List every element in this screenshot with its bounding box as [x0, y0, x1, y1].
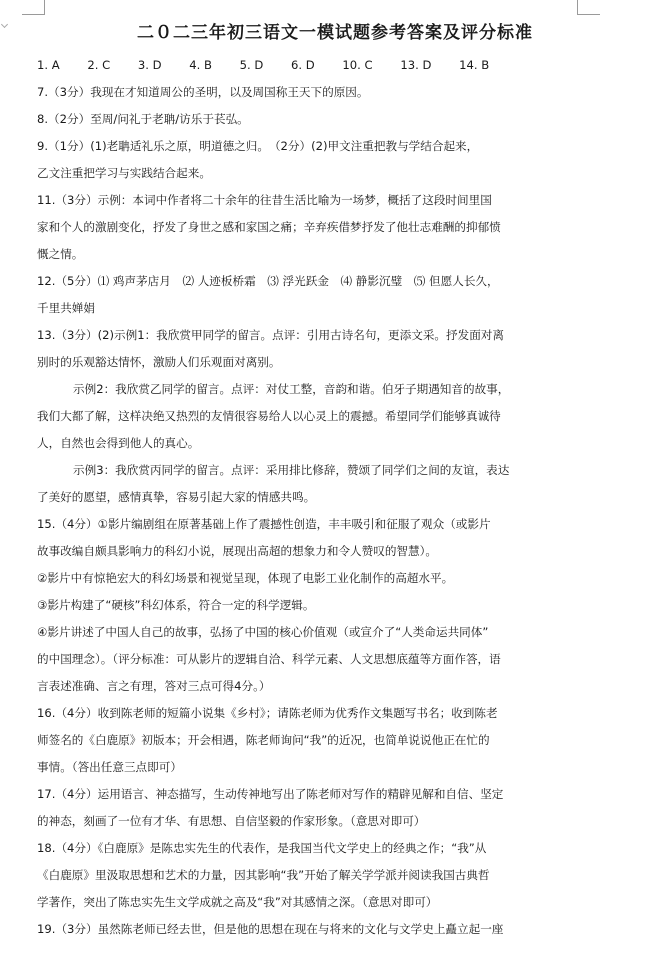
answer-line: 8.（2分）至周/问礼于老聃/访乐于苌弘。	[37, 112, 249, 126]
mcq-answer: 14. B	[459, 58, 490, 72]
mcq-answer: 2. C	[87, 58, 111, 72]
page-corner-mark	[22, 0, 45, 15]
mcq-answer: 5. D	[239, 58, 264, 72]
answer-line: ②影片中有惊艳宏大的科幻场景和视觉呈现，体现了电影工业化制作的高超水平。	[37, 571, 454, 585]
answer-line: 我们大都了解，这样决绝又热烈的友情很容易给人以心灵上的震撼。希望同学们能够真诚待	[37, 409, 501, 423]
answer-line: 19.（3分）虽然陈老师已经去世，但是他的思想在现在与将来的文化与文学史上矗立起一座	[37, 922, 504, 936]
answer-line: 15.（4分）①影片编剧组在原著基础上作了震撼性创造，丰丰吸引和征服了观众（或影片	[37, 517, 491, 531]
answer-line: 9.（1分）(1)老聃适礼乐之原，明道德之归。 （2分）(2)甲文注重把教与学结合起来，	[37, 139, 479, 153]
page-corner-mark	[577, 0, 600, 15]
mcq-answer: 3. D	[137, 58, 162, 72]
answer-line: 别时的乐观豁达情怀，激励人们乐观面对离别。	[37, 355, 281, 369]
answer-line: 师签名的《白鹿原》初版本；开会相遇，陈老师询问“我”的近况，也简单说说他正在忙的	[37, 733, 490, 747]
mcq-answer: 13. D	[400, 58, 432, 72]
answer-line: 的神态，刻画了一位有才华、有思想、自信坚毅的作家形象。（意思对即可）	[37, 814, 426, 828]
answer-line: 示例3：我欣赏丙同学的留言。点评：采用排比修辞，赞颂了同学们之间的友谊，表达	[73, 463, 510, 477]
answer-line: 言表述准确、言之有理，答对三点可得4分。）	[37, 679, 271, 693]
answer-line: 11.（3分）示例：本词中作者将二十余年的往昔生活比喻为一场梦，概括了这段时间里国	[37, 193, 492, 207]
answer-body	[37, 52, 639, 943]
mcq-answer: 6. D	[291, 58, 315, 72]
answer-line: 12.（5分）⑴ 鸡声茅店月 ⑵ 人迹板桥霜 ⑶ 浮光跃金 ⑷ 静影沉璧 ⑸ 但愿人长久，	[37, 274, 499, 288]
mcq-answer: 10. C	[342, 58, 373, 72]
answer-line: 的中国理念）。（评分标准：可从影片的逻辑自洽、科学元素、人文思想底蕴等方面作答，语	[37, 652, 501, 666]
answer-line: 慨之情。	[37, 247, 84, 261]
answer-line: 学著作，突出了陈忠实先生文学成就之高及“我”对其感情之深。（意思对即可）	[37, 895, 438, 909]
answer-line: 人，自然也会得到他人的真心。	[37, 436, 200, 450]
answer-line: ④影片讲述了中国人自己的故事，弘扬了中国的核心价值观（或宣介了“人类命运共同体”	[37, 625, 489, 639]
answer-line: 7.（3分）我现在才知道周公的圣明，以及周国称王天下的原因。	[37, 85, 369, 99]
answer-line: ③影片构建了“硬核”科幻体系，符合一定的科学逻辑。	[37, 598, 315, 612]
answer-line: 18.（4分）《白鹿原》是陈忠实先生的代表作，是我国当代文学史上的经典之作；“我”从	[37, 841, 487, 855]
answer-line: 16.（4分）收到陈老师的短篇小说集《乡村》；请陈老师为优秀作文集题写书名；收到陈老	[37, 706, 498, 720]
answer-line: 千里共婵娟	[37, 301, 95, 315]
answer-line: 家和个人的激剧变化，抒发了身世之感和家国之痛；辛弃疾借梦抒发了他壮志难酬的抑郁愤	[37, 220, 501, 234]
answer-line: 13.（3分）(2)示例1：我欣赏甲同学的留言。点评：引用古诗名句，更添文采。抒发面对离	[37, 328, 504, 342]
mcq-answer: 1. A	[37, 58, 60, 72]
answer-line: 故事改编自颇具影响力的科幻小说，展现出高超的想象力和令人赞叹的智慧）。	[37, 544, 437, 558]
mcq-answers-line	[37, 52, 639, 79]
answer-line: 乙文注重把学习与实践结合起来。	[37, 166, 211, 180]
answer-line: 了美好的愿望，感情真挚，容易引起大家的情感共鸣。	[37, 490, 316, 504]
answer-line: 示例2：我欣赏乙同学的留言。点评：对仗工整，音韵和谐。伯牙子期遇知音的故事，	[73, 382, 510, 396]
answer-line: 《白鹿原》里汲取思想和艺术的力量，因其影响“我”开始了解关学学派并阅读我国古典哲	[37, 868, 490, 882]
answer-line: 事情。（答出任意三点即可）	[37, 760, 182, 774]
answer-line: 17.（4分）运用语言、神态描写，生动传神地写出了陈老师对写作的精辟见解和自信、坚定	[37, 787, 504, 801]
mcq-answer: 4. B	[189, 58, 212, 72]
document-title: 二０二三年初三语文一模试题参考答案及评分标准	[137, 23, 533, 43]
